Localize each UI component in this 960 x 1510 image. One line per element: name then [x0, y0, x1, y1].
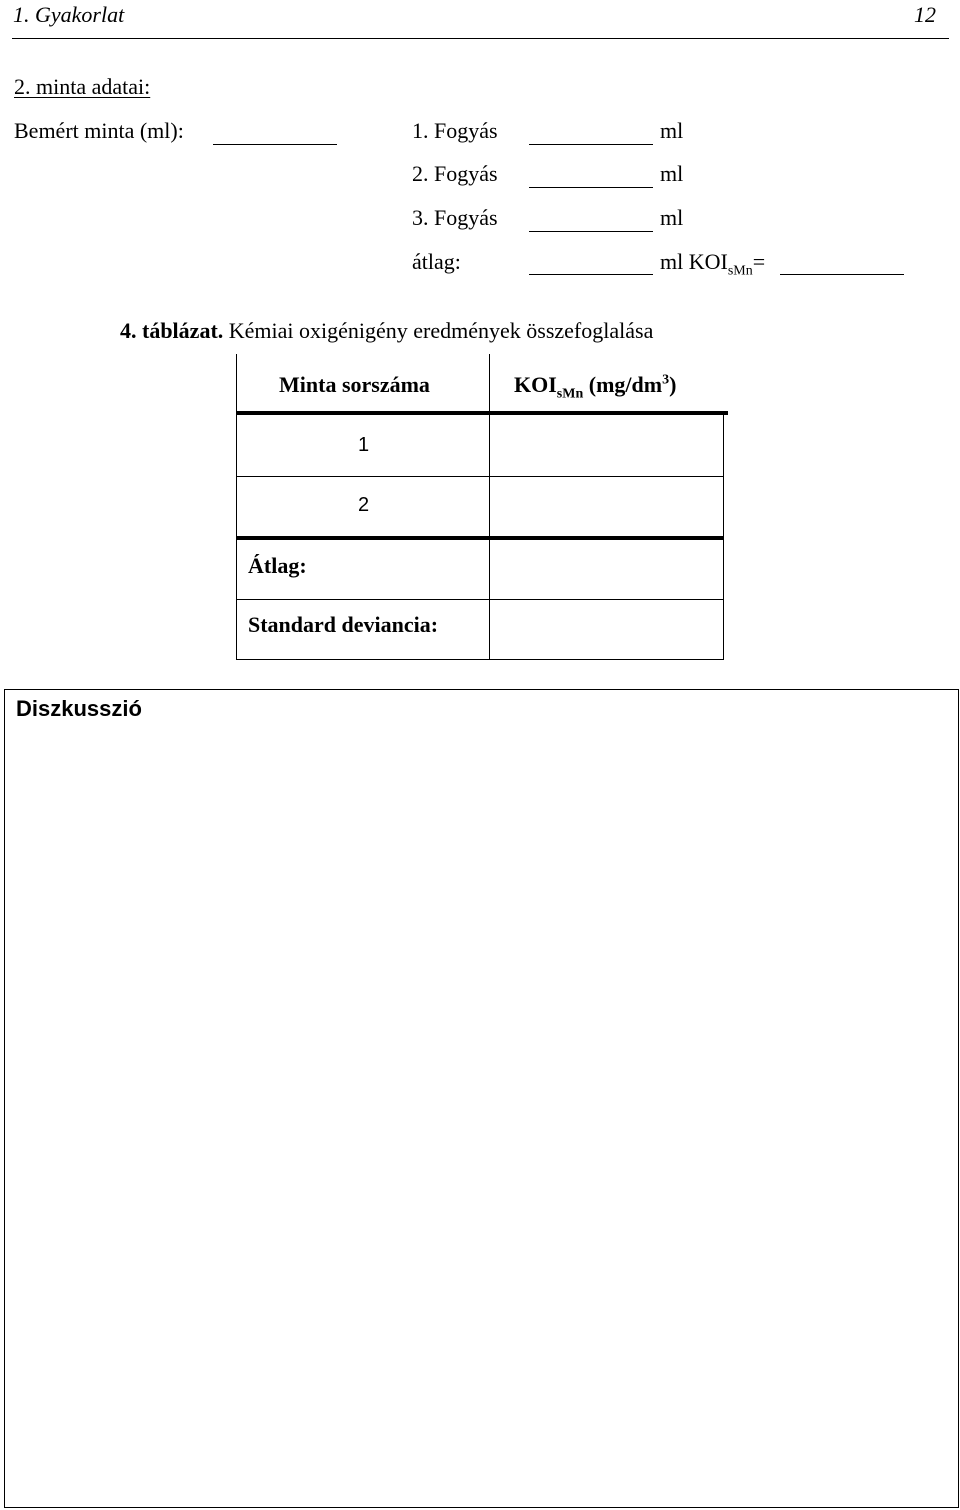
table-stdev-row: [236, 600, 724, 660]
results-table: [236, 354, 724, 660]
table-caption-number: 4. táblázat.: [120, 318, 224, 343]
table-average-row: [236, 540, 724, 600]
header-divider: [12, 38, 949, 39]
consumption-3-label: 3. Fogyás: [412, 205, 498, 230]
chapter-title: 1. Gyakorlat: [13, 2, 125, 27]
row2-label: 2: [358, 494, 370, 516]
consumption-2-label: 2. Fogyás: [412, 161, 498, 186]
table-caption: [120, 318, 653, 344]
average-row-label: Átlag:: [248, 553, 307, 578]
table-column-divider: [489, 354, 490, 660]
table-cell-stdev-label: [236, 600, 490, 660]
table-header-row: [236, 354, 724, 412]
average-label: átlag:: [412, 249, 461, 274]
average-unit: ml: [660, 249, 684, 274]
consumption-1-label: 1. Fogyás: [412, 118, 498, 143]
consumption-3-unit: ml: [660, 205, 684, 230]
table-cell-average-label: [236, 540, 490, 600]
discussion-title: Diszkusszió: [16, 696, 142, 721]
row1-label: 1: [358, 434, 370, 456]
col2-header-main: KOI: [514, 372, 557, 397]
table-cell-sample: [236, 414, 490, 476]
weighed-sample-field[interactable]: [213, 144, 337, 145]
koi-equals: =: [752, 249, 766, 274]
col2-header-sub: sMn: [556, 386, 584, 402]
discussion-box[interactable]: [4, 689, 959, 1508]
consumption-3-field[interactable]: [529, 231, 653, 232]
page-number: 12: [914, 2, 936, 27]
table-row-divider: [236, 599, 724, 600]
table-summary-divider: [236, 536, 724, 540]
table-cell-sample: [236, 476, 490, 538]
col1-header-text: Minta sorszáma: [279, 372, 430, 397]
koi-expression: [660, 249, 766, 279]
col2-header-text: [514, 372, 677, 402]
stdev-row-label: Standard deviancia:: [248, 612, 439, 637]
table-cell-stdev-value[interactable]: [490, 600, 724, 660]
consumption-2-unit: ml: [660, 161, 684, 186]
koi-subscript: sMn: [727, 263, 753, 279]
table-row: [236, 414, 724, 476]
col2-header-close: ): [669, 372, 677, 397]
table-border-bottom: [236, 659, 724, 660]
sample-heading: 2. minta adatai:: [14, 74, 151, 99]
table-border-left: [236, 354, 237, 660]
table-cell-average-value[interactable]: [490, 540, 724, 600]
consumption-2-field[interactable]: [529, 187, 653, 188]
koi-result-field[interactable]: [780, 274, 904, 275]
table-header-sample-number: [236, 354, 490, 412]
table-caption-text: Kémiai oxigénigény eredmények összefoglalása: [223, 318, 654, 343]
weighed-sample-label: Bemért minta (ml):: [14, 118, 184, 143]
consumption-1-field[interactable]: [529, 144, 653, 145]
table-header-koi: [490, 354, 724, 412]
average-field[interactable]: [529, 274, 653, 275]
table-cell-koi-2[interactable]: [490, 476, 724, 538]
consumption-1-unit: ml: [660, 118, 684, 143]
table-header-divider: [236, 411, 728, 415]
col2-header-unit: (mg/dm: [583, 372, 663, 397]
table-row-divider: [236, 476, 724, 477]
table-cell-koi-1[interactable]: [490, 414, 724, 476]
col2-header-sup: 3: [662, 372, 670, 388]
table-row: [236, 476, 724, 538]
koi-label: KOI: [688, 249, 728, 274]
